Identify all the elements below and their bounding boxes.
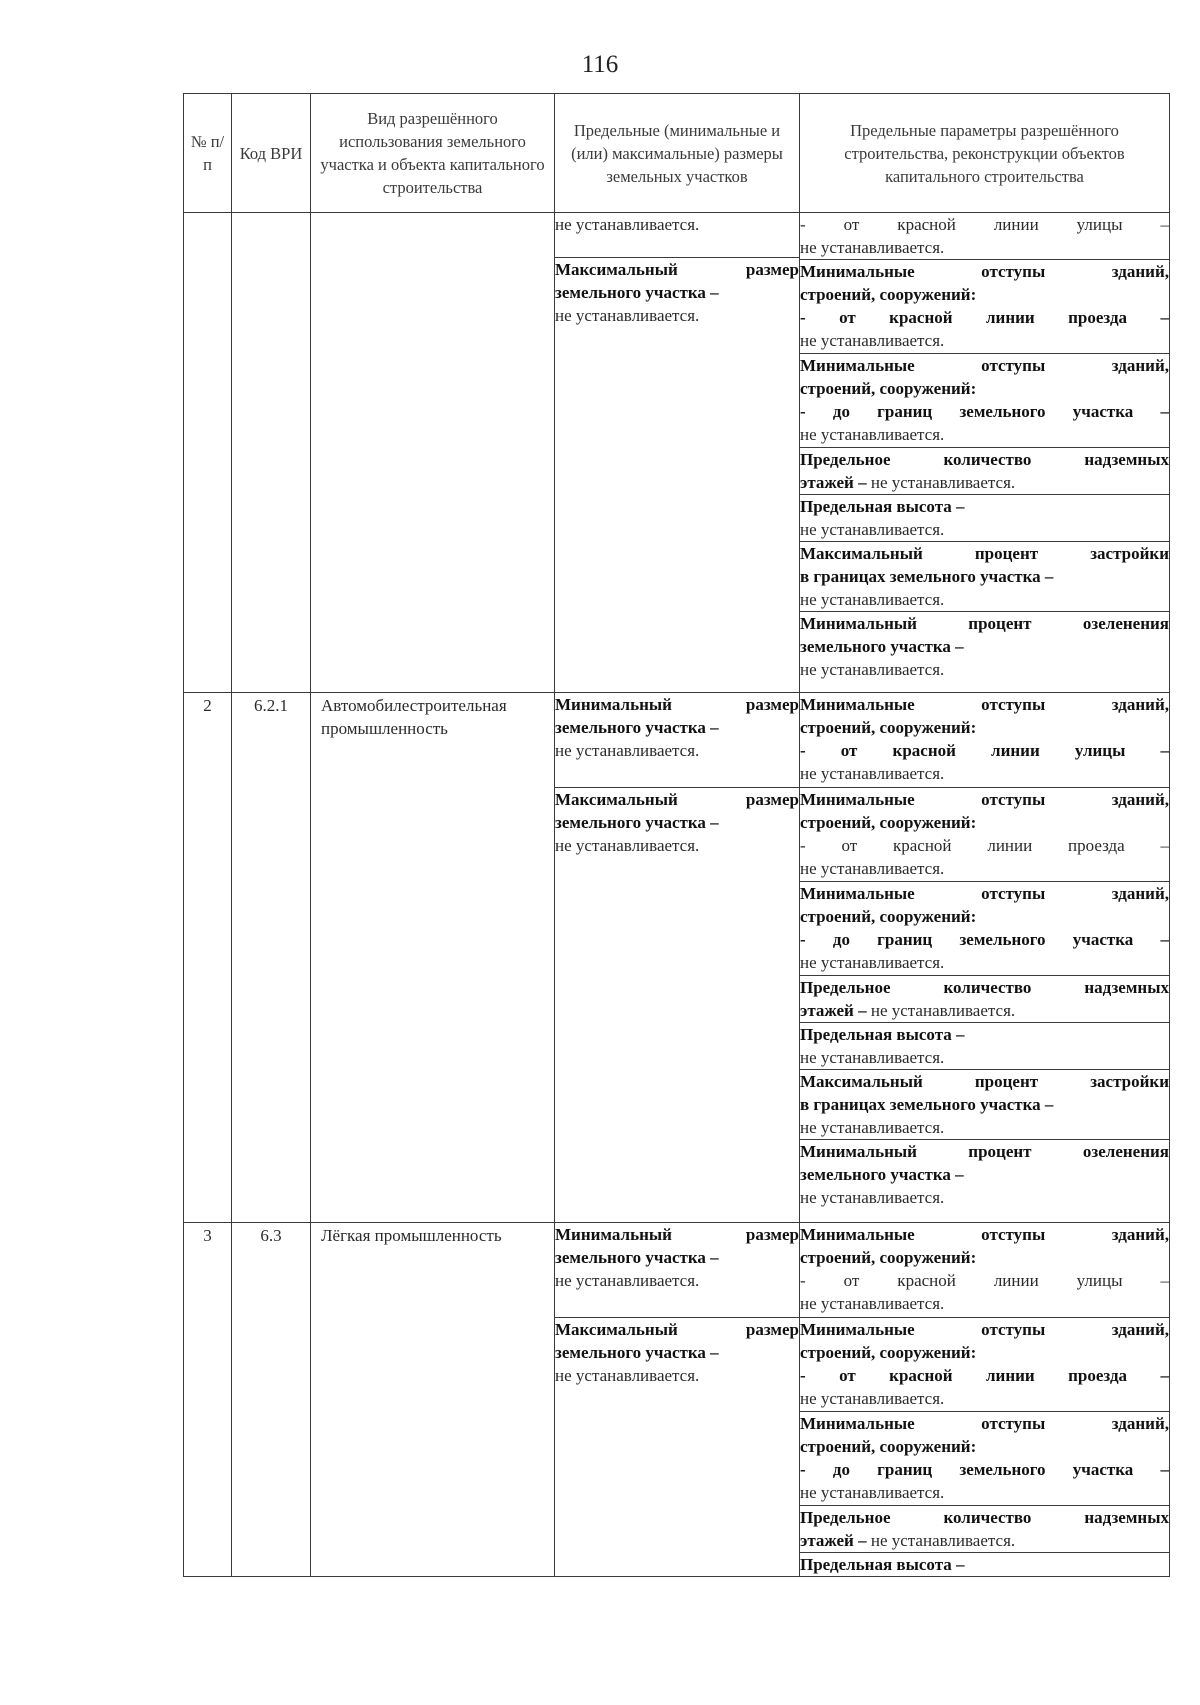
cell-num (184, 213, 232, 693)
header-size: Предельные (минимальные и (или) максимальные) размеры земельных участков (555, 94, 800, 213)
cell-use: Автомобилестроительная промышленность (311, 693, 555, 1223)
table-row-continuation (184, 213, 1170, 693)
cell-size: не устанавливается. Максимальный размер земельного участка – не устанавливается. (555, 213, 800, 693)
cell-num: 2 (184, 693, 232, 1223)
table-row (184, 1223, 1170, 1577)
regulations-table (183, 93, 1170, 1577)
header-code: Код ВРИ (232, 94, 311, 213)
table-row (184, 693, 1170, 1223)
cell-params: - от красной линии улицы – не устанавливается. Минимальные отступы зданий, строений, сооружений: - от красной линии проезда – не устанавливается. Минимальные отступы зданий, строений, сооружений: - до границ земельного участка – не устанавливается. Предельное количество надземных этажей – не устанавливается. Предельная высота – не устанавливается. Максимальный процент застройки в границах земельного участка – не устанавливается. Минимальный процент озеленения земельного участка – не устанавливается. (800, 213, 1170, 693)
cell-size: Минимальный размер земельного участка – не устанавливается. Максимальный размер земельного участка – не устанавливается. (555, 693, 800, 1223)
cell-num: 3 (184, 1223, 232, 1577)
header-use: Вид разрешённого использования земельного участка и объекта капитального строительства (311, 94, 555, 213)
cell-params: Минимальные отступы зданий, строений, сооружений: - от красной линии улицы – не устанавливается. Минимальные отступы зданий, строений, сооружений: - от красной линии проезда – не устанавливается. Минимальные отступы зданий, строений, сооружений: - до границ земельного участка – не устанавливается. Предельное количество надземных этажей – не устанавливается. Предельная высота – не устанавливается. Максимальный процент застройки в границах земельного участка – не устанавливается. Минимальный процент озеленения земельного участка – не устанавливается. (800, 693, 1170, 1223)
size-max-label: Максимальный размер (555, 260, 799, 279)
cell-code: 6.2.1 (232, 693, 311, 1223)
header-params: Предельные параметры разрешённого строительства, реконструкции объектов капитального строительства (800, 94, 1170, 213)
page-number: 116 (581, 51, 619, 78)
cell-params: Минимальные отступы зданий, строений, сооружений: - от красной линии улицы – не устанавливается. Минимальные отступы зданий, строений, сооружений: - от красной линии проезда – не устанавливается. Минимальные отступы зданий, строений, сооружений: - до границ земельного участка – не устанавливается. Предельное количество надземных этажей – не устанавливается. Предельная высота – (800, 1223, 1170, 1577)
cell-use (311, 213, 555, 693)
cell-code (232, 213, 311, 693)
cell-use: Лёгкая промышленность (311, 1223, 555, 1577)
size-not-set: не устанавливается. (555, 215, 700, 234)
header-num: № п/п (184, 94, 232, 213)
cell-size: Минимальный размер земельного участка – не устанавливается. Максимальный размер земельного участка – не устанавливается. (555, 1223, 800, 1577)
cell-code: 6.3 (232, 1223, 311, 1577)
table-header-row (184, 94, 1170, 213)
